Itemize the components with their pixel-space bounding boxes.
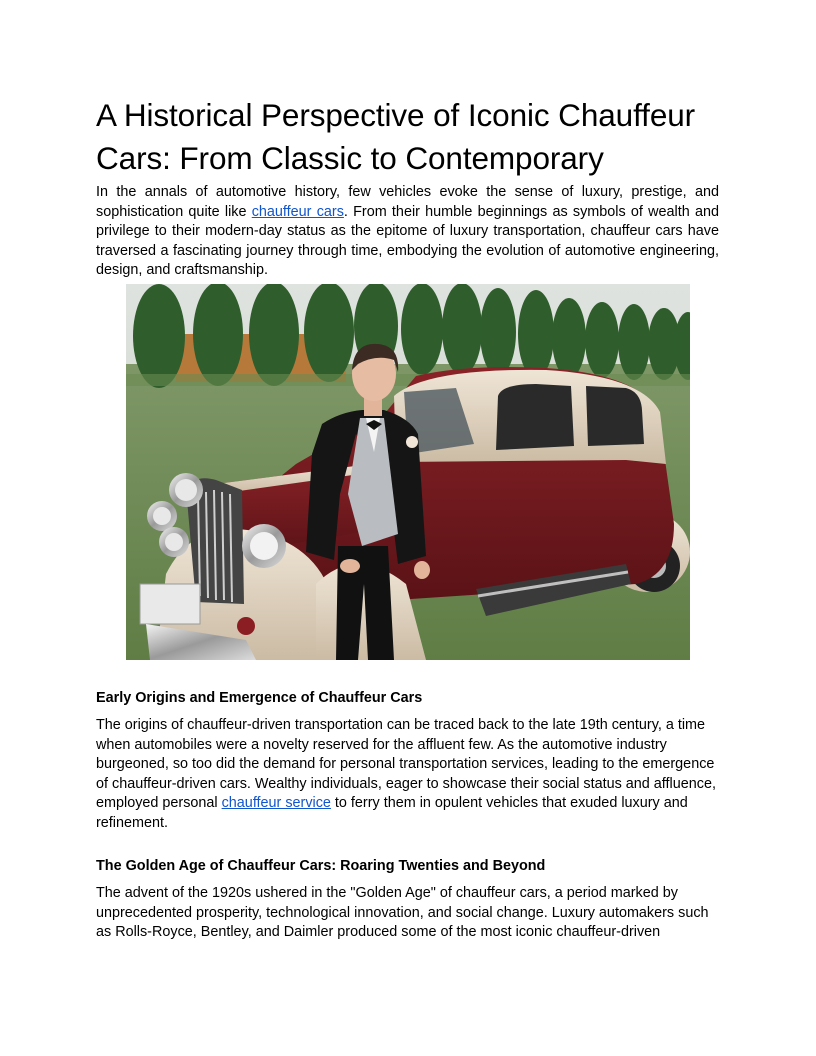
chauffeur-service-link[interactable]: chauffeur service	[221, 795, 331, 811]
intro-text-before-link: In the annals of automotive history, few vehicles evoke the sense of luxury, prestige, and sophistication quite like	[96, 184, 719, 220]
section-heading-early-origins: Early Origins and Emergence of Chauffeur Cars	[96, 690, 423, 706]
intro-paragraph	[96, 183, 719, 281]
section-text-before-link: The origins of chauffeur-driven transportation can be traced back to the late 19th century, a time when automobiles were a novelty reserved for the affluent few. As the automotive industry burgeoned, so too did the demand for personal transportation services, leading to the emergence of chauffeur-driven cars. Wealthy individuals, eager to showcase their social status and affluence, employed personal	[96, 717, 716, 811]
section-paragraph-golden-age: The advent of the 1920s ushered in the "Golden Age" of chauffeur cars, a period marked by unprecedented prosperity, technological innovation, and social change. Luxury automakers such as Rolls-Royce, Bentley, and Daimler produced some of the most iconic chauffeur-driven	[96, 885, 709, 940]
section-heading-golden-age: The Golden Age of Chauffeur Cars: Roaring Twenties and Beyond	[96, 858, 546, 874]
page-title: A Historical Perspective of Iconic Chauffeur Cars: From Classic to Contemporary	[96, 97, 696, 176]
vintage-car-photo	[126, 284, 690, 660]
intro-text-after-link: . From their humble beginnings as symbols of wealth and privilege to their modern-day status as the epitome of luxury transportation, chauffeur cars have traversed a fascinating journey through time, embodying the evolution of automotive engineering, design, and craftsmanship.	[96, 203, 719, 278]
section-text-after-link: to ferry them in opulent vehicles that exuded luxury and refinement.	[96, 795, 688, 831]
section-paragraph-early-origins	[96, 716, 719, 833]
chauffeur-cars-link[interactable]: chauffeur cars	[251, 203, 344, 220]
